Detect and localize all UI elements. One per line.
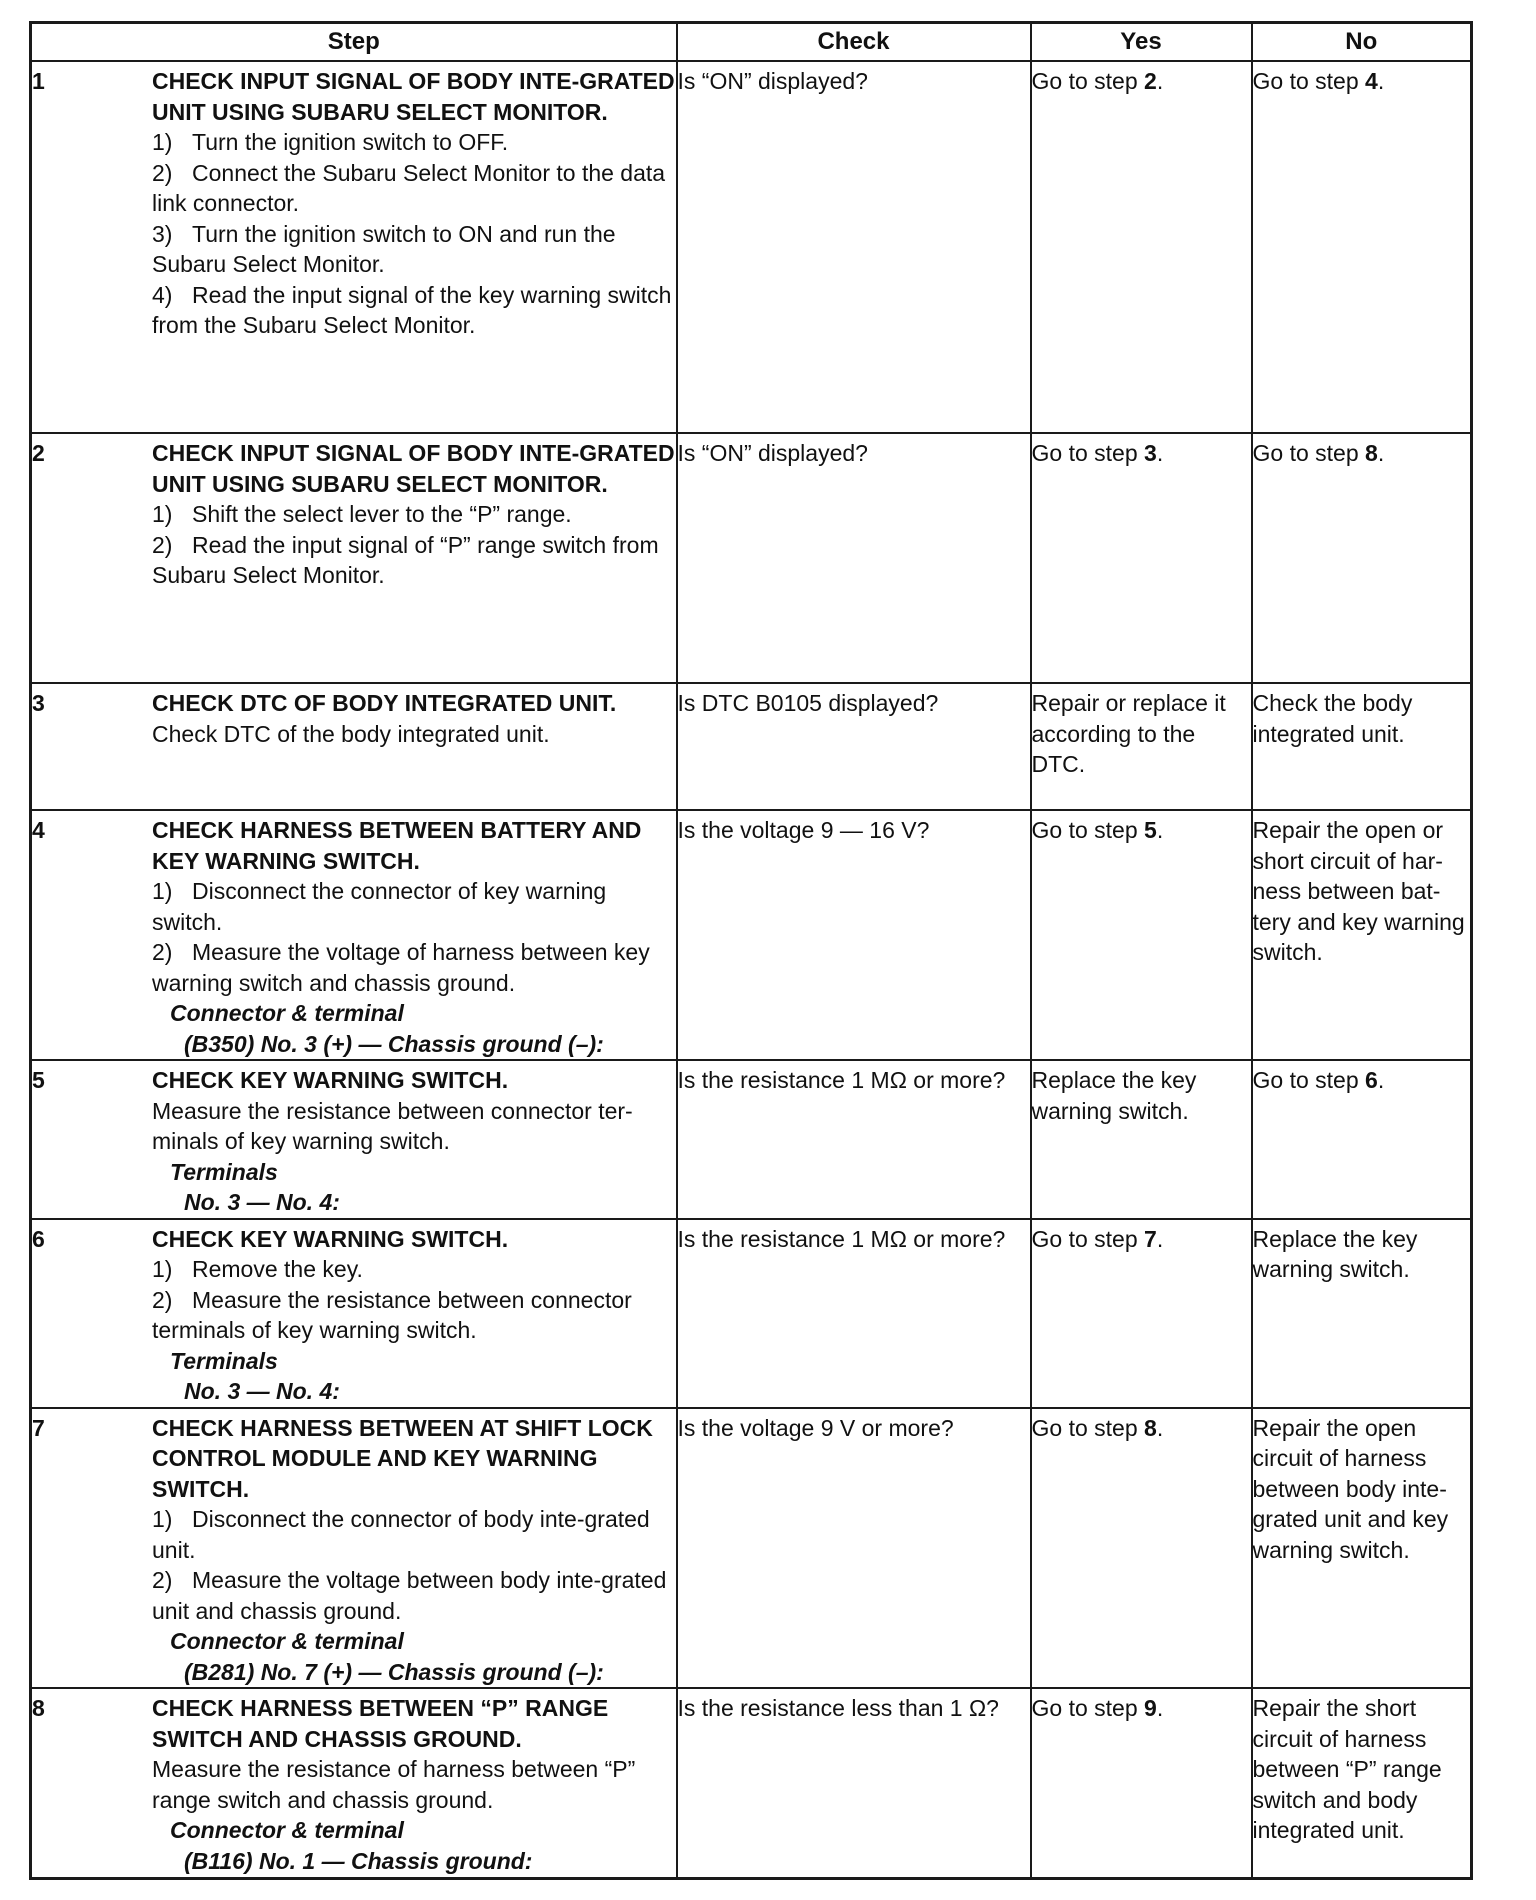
check-cell: Is the resistance less than 1 Ω?	[677, 1688, 1031, 1878]
yes-cell: Go to step 2.	[1031, 61, 1252, 433]
step-number: 7	[32, 1414, 45, 1441]
no-cell: Repair the open or short circuit of har-ness between bat-tery and key warning switch.	[1252, 810, 1472, 1060]
spec-heading: Terminals	[170, 1347, 278, 1374]
no-cell: Replace the key warning switch.	[1252, 1219, 1472, 1408]
step-title: CHECK DTC OF BODY INTEGRATED UNIT.	[152, 690, 617, 716]
step-title: CHECK HARNESS BETWEEN “P” RANGE SWITCH AND CHASSIS GROUND.	[152, 1695, 609, 1752]
check-cell: Is the voltage 9 V or more?	[677, 1408, 1031, 1689]
yes-cell: Replace the key warning switch.	[1031, 1060, 1252, 1219]
check-cell: Is the resistance 1 MΩ or more?	[677, 1219, 1031, 1408]
diagnostic-procedure-page	[29, 21, 1470, 1875]
spec-value: (B281) No. 7 (+) — Chassis ground (–):	[184, 1658, 604, 1685]
step-number: 5	[32, 1067, 45, 1093]
step-body-text: Check DTC of the body integrated unit.	[152, 720, 550, 747]
yes-cell: Repair or replace it according to the DTC.	[1031, 683, 1252, 810]
table-row	[31, 683, 1472, 810]
spec-value: No. 3 — No. 4:	[184, 1378, 340, 1404]
table-row	[31, 810, 1472, 1060]
no-cell: Check the body integrated unit.	[1252, 683, 1472, 810]
substep: 2) Measure the resistance between connector terminals of key warning switch.	[152, 1286, 632, 1343]
check-cell: Is “ON” displayed?	[677, 433, 1031, 683]
substep: 2) Measure the voltage of harness between key warning switch and chassis ground.	[152, 939, 650, 996]
header-check: Check	[677, 23, 1031, 62]
check-cell: Is “ON” displayed?	[677, 61, 1031, 433]
header-step: Step	[31, 23, 677, 62]
step-cell	[31, 683, 677, 810]
yes-cell: Go to step 5.	[1031, 810, 1252, 1060]
substep: 1) Disconnect the connector of body inte-grated unit.	[152, 1506, 650, 1563]
check-cell: Is the voltage 9 — 16 V?	[677, 810, 1031, 1060]
table-row	[31, 61, 1472, 433]
yes-cell: Go to step 3.	[1031, 433, 1252, 683]
header-yes: Yes	[1031, 23, 1252, 62]
substep: 1) Turn the ignition switch to OFF.	[152, 129, 509, 155]
table-row	[31, 433, 1472, 683]
step-cell	[31, 1219, 677, 1408]
step-number: 2	[32, 440, 45, 466]
no-cell: Go to step 8.	[1252, 433, 1472, 683]
diagnostic-table	[29, 21, 1473, 1880]
step-cell	[31, 1408, 677, 1689]
step-cell	[31, 810, 677, 1060]
spec-heading: Connector & terminal	[170, 1628, 404, 1654]
step-title: CHECK HARNESS BETWEEN BATTERY AND KEY WARNING SWITCH.	[152, 817, 642, 874]
spec-heading: Connector & terminal	[170, 1000, 404, 1026]
table-row	[31, 1688, 1472, 1878]
table-row	[31, 1219, 1472, 1408]
spec-heading: Connector & terminal	[170, 1817, 404, 1843]
substep: 2) Read the input signal of “P” range switch from Subaru Select Monitor.	[152, 531, 659, 588]
step-body-text: Measure the resistance between connector ter-minals of key warning switch.	[152, 1097, 633, 1154]
step-cell	[31, 1060, 677, 1219]
substep: 4) Read the input signal of the key warning switch from the Subaru Select Monitor.	[152, 281, 672, 338]
header-no: No	[1252, 23, 1472, 62]
yes-cell: Go to step 8.	[1031, 1408, 1252, 1689]
substep: 1) Remove the key.	[152, 1256, 363, 1282]
spec-value: (B116) No. 1 — Chassis ground:	[184, 1847, 533, 1874]
step-number: 3	[32, 690, 45, 716]
table-header-row	[31, 23, 1472, 62]
check-cell: Is DTC B0105 displayed?	[677, 683, 1031, 810]
substep: 2) Measure the voltage between body inte-grated unit and chassis ground.	[152, 1567, 667, 1624]
spec-heading: Terminals	[170, 1158, 278, 1185]
substep: 2) Connect the Subaru Select Monitor to the data link connector.	[152, 159, 666, 216]
step-number: 1	[32, 68, 45, 94]
spec-value: No. 3 — No. 4:	[184, 1189, 340, 1215]
step-cell	[31, 433, 677, 683]
step-cell	[31, 61, 677, 433]
step-number: 4	[32, 817, 45, 843]
check-cell: Is the resistance 1 MΩ or more?	[677, 1060, 1031, 1219]
step-title: CHECK KEY WARNING SWITCH.	[152, 1225, 509, 1252]
no-cell: Repair the short circuit of harness between “P” range switch and body integrated unit.	[1252, 1688, 1472, 1878]
step-number: 6	[32, 1225, 45, 1252]
step-title: CHECK INPUT SIGNAL OF BODY INTE-GRATED UNIT USING SUBARU SELECT MONITOR.	[152, 440, 675, 497]
substep: 1) Disconnect the connector of key warning switch.	[152, 878, 607, 935]
step-title: CHECK HARNESS BETWEEN AT SHIFT LOCK CONTROL MODULE AND KEY WARNING SWITCH.	[152, 1414, 653, 1502]
no-cell: Go to step 4.	[1252, 61, 1472, 433]
table-row	[31, 1408, 1472, 1689]
step-title: CHECK KEY WARNING SWITCH.	[152, 1067, 509, 1093]
no-cell: Go to step 6.	[1252, 1060, 1472, 1219]
table-row	[31, 1060, 1472, 1219]
substep: 1) Shift the select lever to the “P” range.	[152, 501, 572, 527]
step-body-text: Measure the resistance of harness between “P” range switch and chassis ground.	[152, 1756, 636, 1813]
step-number: 8	[32, 1695, 45, 1721]
yes-cell: Go to step 9.	[1031, 1688, 1252, 1878]
step-cell	[31, 1688, 677, 1878]
yes-cell: Go to step 7.	[1031, 1219, 1252, 1408]
no-cell: Repair the open circuit of harness between body inte-grated unit and key warning switch.	[1252, 1408, 1472, 1689]
substep: 3) Turn the ignition switch to ON and run the Subaru Select Monitor.	[152, 220, 616, 277]
spec-value: (B350) No. 3 (+) — Chassis ground (–):	[184, 1030, 604, 1057]
step-title: CHECK INPUT SIGNAL OF BODY INTE-GRATED UNIT USING SUBARU SELECT MONITOR.	[152, 68, 675, 125]
